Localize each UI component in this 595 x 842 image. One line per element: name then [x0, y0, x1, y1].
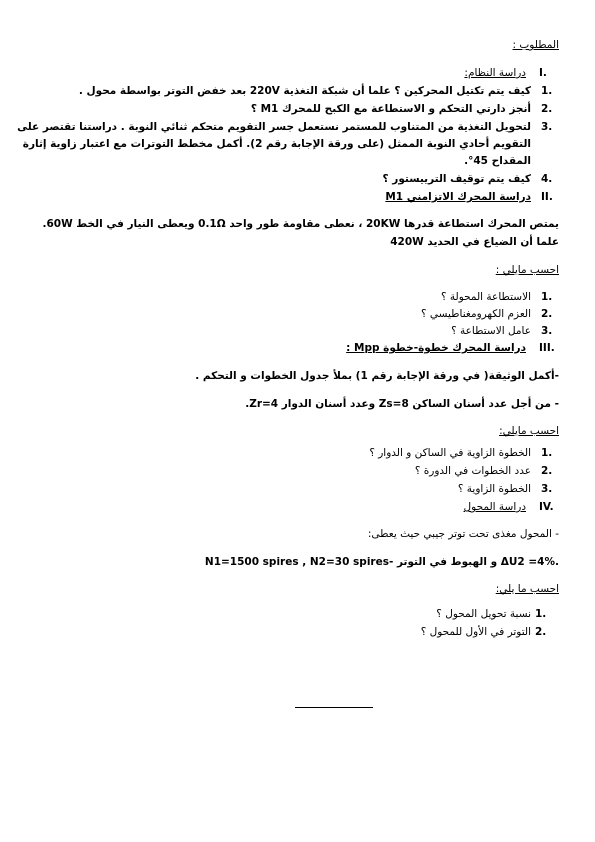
s3-line1: -أكمل الوثيقة( في ورقة الإجابة رقم 1) بملأ جدول الخطوات و التحكم . — [195, 370, 559, 382]
s2-item1-num: 1. — [541, 291, 553, 303]
s3-line2: - من أجل عدد أسنان الساكن Zs=8 وعدد أسنان الدوار Zr=4. — [245, 398, 559, 410]
s1-item3-line1: لتحويل التغذية من المتناوب للمستمر نستعمل جسر التقويم متحكم ثنائي النوبة . دراستنا تقتصر على — [17, 121, 531, 133]
s4-line1: - المحول مغذى تحت توتر جيبي حيث يعطى: — [367, 528, 559, 540]
section2-num: II. — [541, 191, 553, 203]
s2-calc-label: احسب مايلي : — [495, 264, 559, 276]
s1-item1-num: 1. — [541, 85, 553, 97]
section1-title: دراسة النظام: — [464, 67, 526, 79]
s2-item2-text: العزم الكهرومغناطيسي ؟ — [420, 308, 531, 320]
s4-item1-num: 1. — [535, 608, 547, 620]
heading-required: المطلوب : — [512, 39, 559, 51]
s3-calc-label: احسب مايلي: — [499, 425, 559, 437]
s1-item4-num: 4. — [541, 173, 553, 185]
section2-title: دراسة المحرك الاتزامني M1 — [385, 191, 531, 203]
closing-rule — [295, 707, 373, 708]
s2-item3-text: عامل الاستطاعة ؟ — [451, 325, 531, 337]
s3-item3-text: الخطوة الزاوية ؟ — [457, 483, 531, 495]
s4-line2: N1=1500 spires , N2=30 spires- و الهبوط في التوتر ΔU2 =4%. — [204, 556, 559, 568]
s2-item3-num: 3. — [541, 325, 553, 337]
s2-item1-text: الاستطاعة المحولة ؟ — [440, 291, 531, 303]
s1-item1-text: كيف يتم تكتيل المحركين ؟ علما أن شبكة التغذية 220V بعد خفض التوتر بواسطة محول . — [78, 85, 531, 97]
s3-item2-num: 2. — [541, 465, 553, 477]
s4-item2-text: التوتر في الأول للمحول ؟ — [420, 626, 531, 638]
s3-item1-num: 1. — [541, 447, 553, 459]
section1-num: I. — [539, 67, 547, 79]
s2-item2-num: 2. — [541, 308, 553, 320]
s1-item2-num: 2. — [541, 103, 553, 115]
s4-calc-label: احسب ما يلي: — [495, 583, 559, 595]
s3-item2-text: عدد الخطوات في الدورة ؟ — [414, 465, 531, 477]
s3-item1-text: الخطوة الزاوية في الساكن و الدوار ؟ — [369, 447, 531, 459]
s1-item2-text: أنجز دارتي التحكم و الاستطاعة مع الكبح للمحرك M1 ؟ — [250, 103, 531, 115]
s4-item2-num: 2. — [535, 626, 547, 638]
section4-title: دراسة المحول — [463, 501, 526, 513]
s3-item3-num: 3. — [541, 483, 553, 495]
section3-num: III. — [539, 342, 555, 354]
s1-item3-num: 3. — [541, 121, 553, 133]
s2-para-line1: يمتص المحرك استطاعة قدرها 20KW ، نعطى مقاومة طور واحد 0.1Ω ويعطى النيار في الخط 60W. — [42, 218, 559, 230]
section4-num: IV. — [539, 501, 554, 513]
s2-para-line2: علما أن الضياع في الحديد 420W — [390, 236, 559, 248]
s1-item4-text: كيف يتم توقيف الترييستور ؟ — [382, 173, 531, 185]
s4-item1-text: نسبة تحويل المحول ؟ — [436, 608, 531, 620]
s1-item3-line2: التقويم أحادي النوبة الممثل (على ورقة الإجابة رقم 2). أكمل مخطط التوترات مع اعتبار زاوية إثارة — [22, 138, 531, 150]
section3-title: دراسة المحرك خطوة-خطوة Mpp : — [346, 342, 526, 354]
s1-item3-line3: المقداح 45°. — [464, 155, 531, 167]
